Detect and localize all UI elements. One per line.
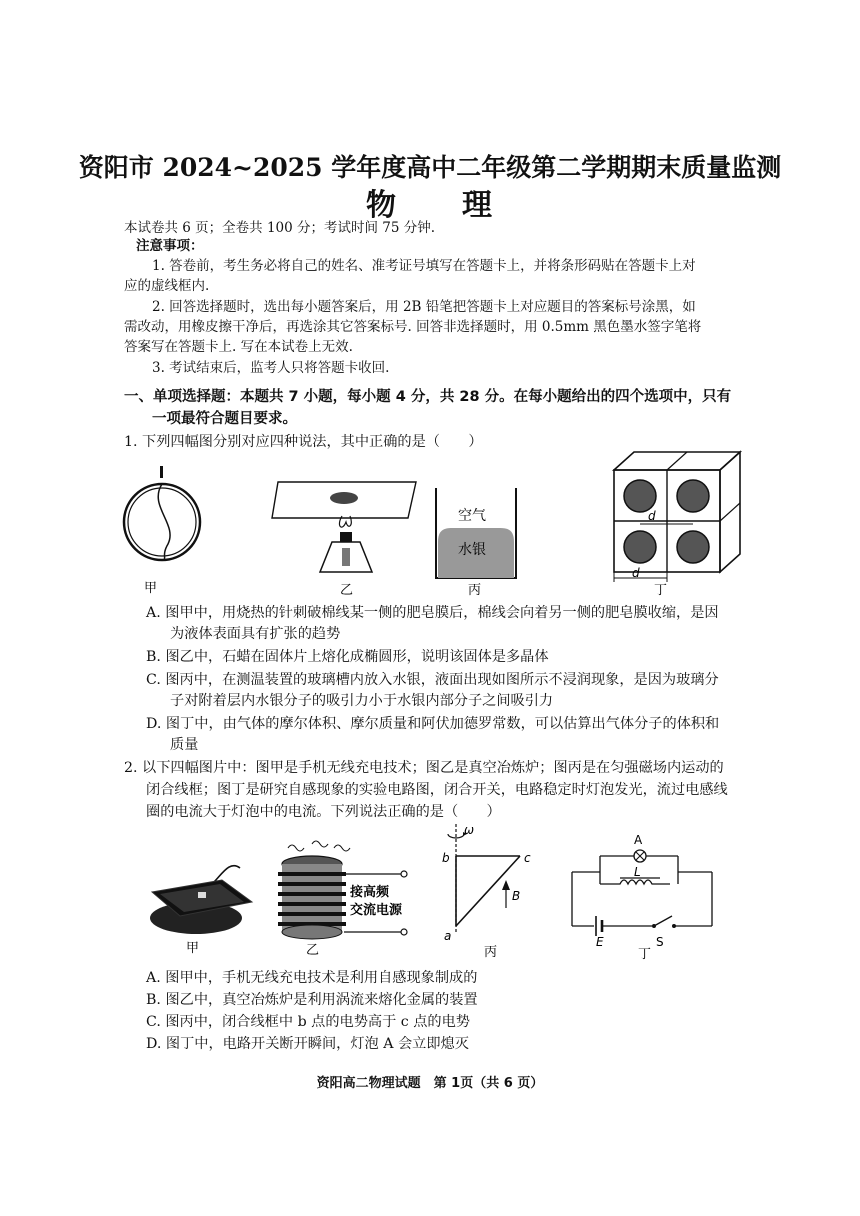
q1-fig-d-label: d — [648, 509, 656, 523]
question-1-stem: 1. 下列四幅图分别对应四种说法，其中正确的是（ ） — [124, 434, 483, 450]
question-2-stem-cont: 闭合线框；图丁是研究自感现象的实验电路图，闭合开关，电路稳定时灯泡发光，流过电感线 — [146, 782, 728, 798]
q2-fig-omega: ω — [464, 823, 475, 837]
note-line: 2. 回答选择题时，选出每小题答案后，用 2B 铅笔把答题卡上对应题目的答案标号涂黑，如 — [152, 299, 696, 315]
q2-fig-label: 甲 — [186, 941, 200, 956]
q2-figure-jia — [146, 856, 266, 956]
q2-fig-text: 接高频 — [350, 885, 390, 900]
exam-intro: 本试卷共 6 页；全卷共 100 分；考试时间 75 分钟. — [124, 220, 436, 236]
q1-option-b: B. 图乙中，石蜡在固体片上熔化成椭圆形，说明该固体是多晶体 — [146, 649, 549, 665]
question-2-stem-cont: 圈的电流大于灯泡中的电流。下列说法正确的是（ ） — [146, 804, 501, 820]
q2-fig-L: L — [634, 865, 641, 879]
q2-figure-ding — [568, 832, 718, 962]
question-2-stem: 2. 以下四幅图片中：图甲是手机无线充电技术；图乙是真空冶炼炉；图丙是在匀强磁场内运动的 — [124, 760, 724, 776]
q1-option-a-cont: 为液体表面具有扩张的趋势 — [170, 626, 341, 642]
q2-option-b: B. 图乙中，真空冶炼炉是利用涡流来熔化金属的装置 — [146, 992, 478, 1008]
section-heading: 一项最符合题目要求。 — [152, 411, 297, 427]
q1-option-d: D. 图丁中，由气体的摩尔体积、摩尔质量和阿伏加德罗常数，可以估算出气体分子的体积和 — [146, 716, 720, 732]
q2-fig-E: E — [596, 935, 604, 949]
q1-fig-label: 丁 — [654, 583, 668, 598]
q2-fig-S: S — [656, 935, 664, 949]
note-line: 1. 答卷前，考生务必将自己的姓名、准考证号填写在答题卡上，并将条形码贴在答题卡上对 — [152, 258, 696, 274]
q2-figure-yi — [268, 838, 418, 958]
q1-fig-label: 乙 — [340, 583, 354, 598]
q1-option-a: A. 图甲中，用烧热的针刺破棉线某一侧的肥皂膜后，棉线会向着另一侧的肥皂膜收缩，是因 — [146, 605, 719, 621]
q2-fig-c: c — [524, 851, 531, 865]
note-line: 3. 考试结束后，监考人只将答题卡收回. — [152, 360, 390, 376]
notes-title: 注意事项： — [136, 238, 204, 254]
q1-fig-label: 甲 — [144, 581, 158, 596]
q2-fig-a: a — [444, 929, 452, 943]
q2-fig-B: B — [512, 889, 521, 903]
q2-fig-b: b — [442, 851, 450, 865]
q2-fig-text: 交流电源 — [350, 903, 403, 918]
note-line: 需改动，用橡皮擦干净后，再选涂其它答案标号. 回答非选择题时，用 0.5mm 黑色墨水签字笔将 — [124, 319, 702, 335]
q1-fig-d-label-2: d — [632, 566, 640, 580]
q1-figure-ding — [604, 448, 754, 598]
q2-fig-label: 丙 — [484, 945, 498, 960]
note-line: 应的虚线框内. — [124, 278, 210, 294]
q2-figure-bing — [436, 822, 546, 958]
q2-option-c: C. 图丙中，闭合线框中 b 点的电势高于 c 点的电势 — [146, 1014, 470, 1030]
q1-figure-jia — [122, 466, 212, 596]
q2-option-a: A. 图甲中，手机无线充电技术是利用自感现象制成的 — [146, 970, 478, 986]
q1-fig-label: 丙 — [468, 583, 482, 598]
q2-fig-A: A — [634, 833, 643, 847]
q1-fig-air-label: 空气 — [458, 508, 486, 524]
q1-option-c: C. 图丙中，在测温装置的玻璃槽内放入水银，液面出现如图所示不浸润现象，是因为玻璃分 — [146, 672, 719, 688]
note-line: 答案写在答题卡上. 写在本试卷上无效. — [124, 339, 353, 355]
q1-figure-bing — [430, 488, 530, 598]
section-heading: 一、单项选择题：本题共 7 小题，每小题 4 分，共 28 分。在每小题给出的四个选项中，只有 — [124, 389, 732, 405]
q1-option-d-cont: 质量 — [170, 737, 199, 753]
subject-title: 物 理 — [366, 188, 494, 223]
q1-figure-yi — [272, 476, 422, 596]
page-footer: 资阳高二物理试题 第 1页（共 6 页） — [316, 1076, 544, 1091]
q1-fig-mercury-label: 水银 — [458, 542, 486, 558]
q2-fig-label: 乙 — [306, 943, 320, 958]
q2-fig-label: 丁 — [638, 947, 652, 962]
q1-option-c-cont: 子对附着层内水银分子的吸引力小于水银内部分子之间吸引力 — [170, 693, 554, 709]
exam-title: 资阳市 2024~2025 学年度高中二年级第二学期期末质量监测 — [78, 153, 782, 182]
q2-option-d: D. 图丁中，电路开关断开瞬间，灯泡 A 会立即熄灭 — [146, 1036, 469, 1052]
